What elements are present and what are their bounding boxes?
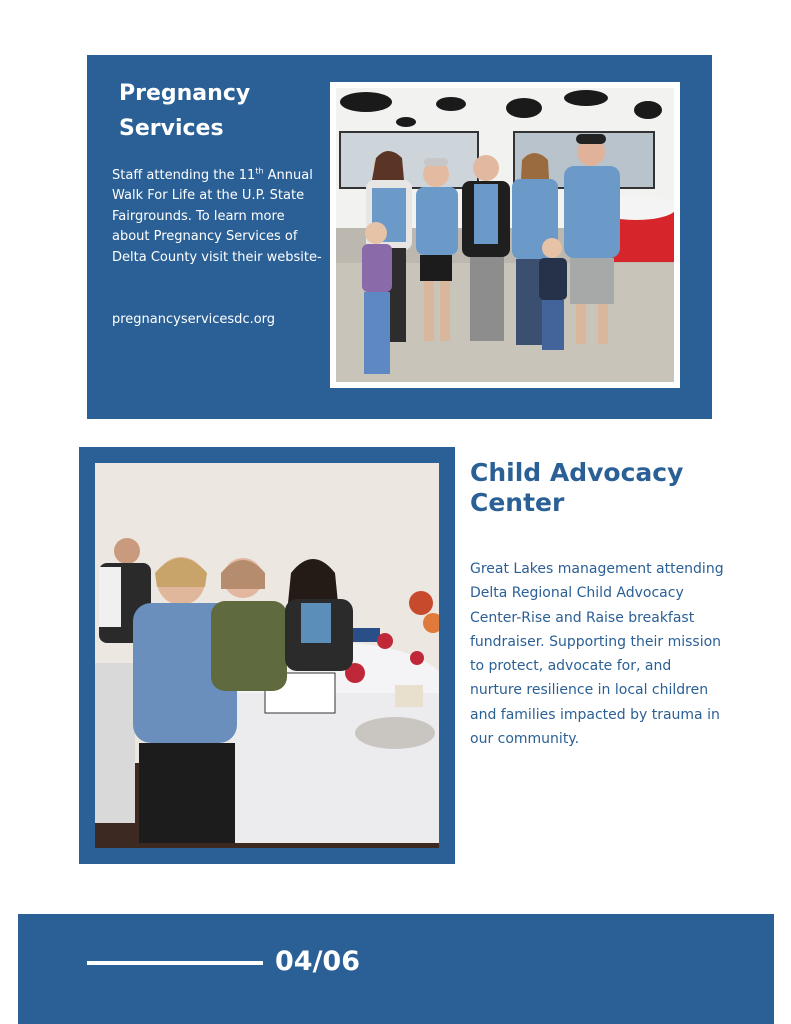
- page-footer: [18, 914, 774, 1024]
- child-advocacy-title: Child Advocacy Center: [470, 458, 684, 517]
- walk-for-life-group-photo: [336, 88, 674, 382]
- page-number: 04/06: [275, 946, 361, 977]
- breakfast-fundraiser-photo-image: [95, 463, 439, 848]
- pregnancy-services-website-link[interactable]: pregnancyservicesdc.org: [112, 312, 276, 327]
- caption-text-start: Staff attending the 11: [112, 168, 256, 183]
- caption-ordinal-suffix: th: [255, 166, 264, 176]
- child-advocacy-body: Great Lakes management attending Delta Regional Child Advocacy Center-Rise and Raise breakfast fundraiser. Supporting their mission to protect, advocate for, and nurture resilience in local children and families impacted by trauma in our community.: [470, 561, 724, 748]
- walk-for-life-photo-frame: [330, 82, 680, 388]
- pregnancy-services-title: Pregnancy Services: [119, 81, 251, 141]
- walk-for-life-photo-image: [336, 88, 674, 382]
- child-advocacy-photo-frame: [79, 447, 455, 864]
- footer-divider-line: [87, 961, 263, 965]
- caption-text-end: Annual Walk For Life at the U.P. State Fairgrounds. To learn more about Pregnancy Services of Delta County visit their website-: [112, 168, 322, 265]
- pregnancy-services-caption: [112, 166, 322, 268]
- breakfast-fundraiser-photo: [95, 463, 439, 848]
